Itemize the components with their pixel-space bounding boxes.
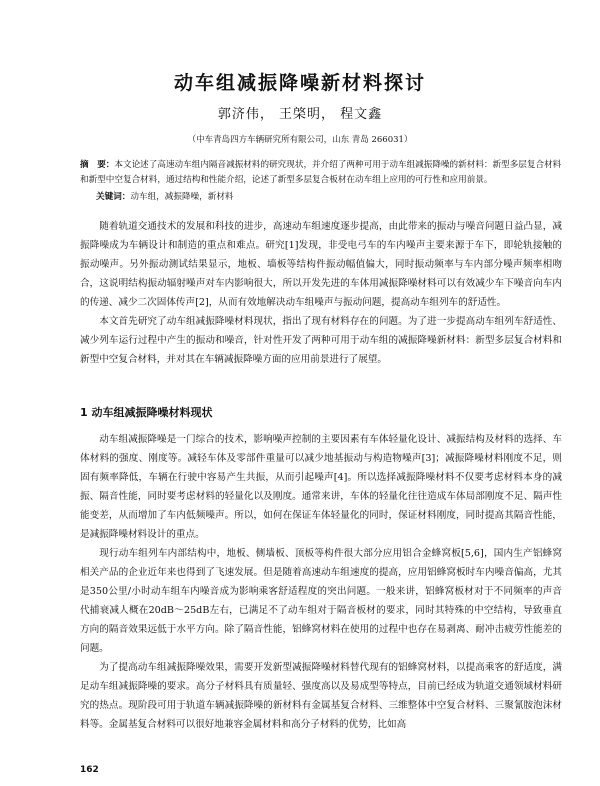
paragraph: 动车组减振降噪是一门综合的技术，影响噪声控制的主要因素有车体轻量化设计、减振结构及材料的选择、车体材料的强度、刚度等。减轻车体及零部件重量可以减少地基振动与构造物噪声[3]；减振降噪材料刚度不足，则固有频率降低，车辆在行驶中容易产生共振，从而引起噪声[4]。所以选择减振降噪材料不仅要考虑材料本身的减振、隔音性能，同时要考虑材料的轻量化以及刚度。通常来讲，车体的轻量化往往造成车体局部刚度不足、隔声性能变差，从而增加了车内低频噪声。所以，如何在保证车体轻量化的同时，保证材料刚度，同时提高其隔音性能，是减振降噪材料设计的重点。 — [80, 434, 562, 540]
section-body — [80, 430, 562, 734]
paragraph: 本文首先研究了动车组减振降噪材料现状，指出了现有材料存在的问题。为了进一步提高动车组列车舒适性、减少列车运行过程中产生的振动和噪音，针对性开发了两种可用于动车组的减振降噪新材料：新型多层复合材料和新型中空复合材料，并对其在车辆减振降噪方面的应用前景进行了展望。 — [80, 316, 562, 365]
abstract-label: 摘 要： — [80, 160, 115, 170]
introduction — [80, 217, 562, 369]
keywords-label: 关键词： — [96, 192, 131, 202]
section-heading: 1 动车组减振降噪材料现状 — [80, 406, 213, 419]
paper-title: 动车组减振降噪新材料探讨 — [173, 72, 426, 94]
abstract — [80, 158, 562, 188]
paragraph: 现行动车组列车内部结构中，地板、侧墙板、顶板等构件很大部分应用铝合金蜂窝板[5,6]，国内生产铝蜂窝相关产品的企业近年来也得到了飞速发展。但是随着高速动车组速度的提高，应用铝蜂窝板时车内噪音偏高，尤其是350公里/小时动车组车内噪音成为影响乘客舒适程度的突出问题。一般来讲，铝蜂窝板材对于不同频率的声音代捕衰减人概在20dB～25dB左右，已满足不了动车组对于隔音板材的要求，同时其特殊的中空结构，导致垂直方向的隔音效果远低于水平方向。除了隔音性能，铝蜂窝材料在使用的过程中也存在易剥离、耐冲击疲劳性能差的问题。 — [80, 548, 562, 654]
paragraph: 随着轨道交通技术的发展和科技的进步，高速动车组速度逐步提高，由此带来的振动与噪音问题日益凸显，减振降噪成为车辆设计和制造的重点和难点。研究[1]发现，非受电弓车的车内噪声主要来源于车下，即轮轨接触的振动噪声。另外振动测试结果显示，地板、墙板等结构件振动幅值偏大，同时振动频率与车内部分噪声频率相吻合，这说明结构振动辐射噪声对车内影响很大，所以开发先进的车体用减振降噪材料可以有效减少车下噪音向车内的传递、减少二次固体传声[2]，从而有效地解决动车组噪声与振动问题，提高动车组列车的舒适性。 — [80, 221, 562, 308]
page-number: 162 — [80, 765, 99, 775]
abstract-text: 本文论述了高速动车组内隔音减振材料的研究现状，并介绍了两种可用于动车组减振降噪的新材料：新型多层复合材料和新型中空复合材料，通过结构和性能介绍，论述了新型多层复合板材在动车组上应用的可行性和应用前景。 — [80, 160, 562, 185]
keywords — [96, 190, 562, 205]
keywords-text: 动车组，减振降噪，新材料 — [130, 192, 234, 202]
paragraph: 为了提高动车组减振降噪效果，需要开发新型减振降噪材料替代现有的铝蜂窝材料，以提高乘客的舒适度，满足动车组减振降噪的要求。高分子材料具有质量轻、强度高以及易成型等特点，目前已经成为轨道交通领域材料研究的热点。现阶段可用于轨道车辆减振降噪的新材料有金属基复合材料、三维整体中空复合材料、三聚氰胺泡沫材料等。金属基复合材料可以很好地兼容金属材料和高分子材料的优势，比如高 — [80, 662, 562, 730]
author-list: 郭济伟， 王棨明， 程文鑫 — [217, 107, 383, 122]
affiliation: （中车青岛四方车辆研究所有限公司，山东 青岛 266031） — [187, 135, 413, 145]
